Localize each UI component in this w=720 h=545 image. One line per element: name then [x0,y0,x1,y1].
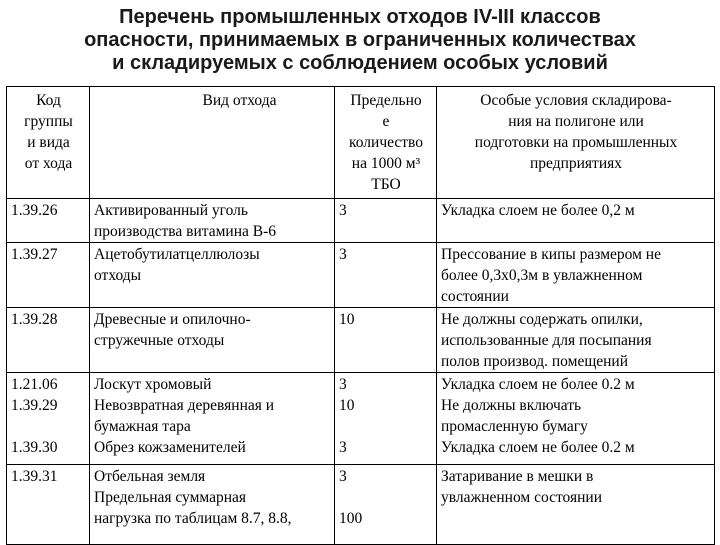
table-row [7,465,715,545]
cell-text: Укладка слоем не более 0,2 м [441,202,635,219]
cell-text: 1.39.29 [11,397,58,414]
cell-text: Невозвратная деревянная и [94,397,275,414]
cell-text: 1.39.30 [11,439,58,456]
header-text: подготовки на промышленных [474,134,678,151]
cell-conditions [437,199,715,243]
cell-type [90,465,335,545]
cell-text [339,487,433,508]
cell-text: Укладка слоем не более 0.2 м [441,439,635,456]
header-text: на 1000 м³ [351,155,421,172]
cell-conditions [437,243,715,308]
header-text: е [382,113,390,130]
cell-code [7,308,90,373]
cell-text: 3 [339,439,347,456]
cell-type [90,243,335,308]
cell-text: 3 [339,246,347,263]
cell-text: 100 [339,510,363,527]
cell-text: состоянии [441,288,509,305]
header-type [90,87,335,199]
cell-conditions [437,373,715,465]
header-text: Вид отхода [202,92,277,109]
header-conditions [437,87,715,199]
cell-text: 1.39.31 [11,468,58,485]
cell-conditions [437,465,715,545]
cell-text: 1.21.06 [11,376,58,393]
cell-code [7,243,90,308]
header-code [7,87,90,199]
cell-text: Не должны содержать опилки, [441,311,643,328]
waste-table [6,86,715,545]
cell-text: Не должны включать [441,397,582,414]
cell-text: использованные для посыпания [441,332,652,349]
cell-text: 3 [339,468,347,485]
cell-text: Отбельная земля [94,468,206,485]
cell-type [90,308,335,373]
table-row [7,308,715,373]
cell-text: 3 [339,376,347,393]
title-line: опасности, принимаемых в ограниченных количествах [84,29,636,51]
cell-limit [335,373,437,465]
cell-limit [335,243,437,308]
cell-text: увлажненном состоянии [441,489,603,506]
cell-text: Лоскут хромовый [94,376,212,393]
header-text: группы [24,113,73,130]
header-text: ТБО [371,176,401,193]
cell-text: производства витамина В-6 [94,223,276,240]
cell-text: 1.39.26 [11,202,58,219]
header-text: Особые условия складирова- [480,92,672,109]
header-text: количество [349,134,423,151]
cell-text: Затаривание в мешки в [441,468,594,485]
header-text: от хода [24,155,73,172]
header-text: ния на полигоне или [508,113,644,130]
cell-text: Предельная суммарная [94,489,247,506]
cell-text: 1.39.27 [11,246,58,263]
header-text: Код [36,92,61,109]
header-text: Предельно [350,92,422,109]
cell-limit [335,199,437,243]
cell-text: Укладка слоем не более 0.2 м [441,376,635,393]
cell-text: 10 [339,397,355,414]
table-row [7,373,715,465]
cell-code [7,465,90,545]
cell-text [339,416,433,437]
cell-text: Ацетобутилатцеллюлозы [94,246,260,263]
cell-text: более 0,3х0,3м в увлажненном [441,267,643,284]
table-row [7,243,715,308]
cell-text: 10 [339,311,355,328]
page-title [0,6,720,75]
cell-type [90,199,335,243]
cell-code [7,199,90,243]
title-line: Перечень промышленных отходов IV-III классов [119,6,601,28]
cell-text: промасленную бумагу [441,418,588,435]
header-text: предприятиях [529,155,623,172]
cell-text: стружечные отходы [94,332,225,349]
cell-text: 1.39.28 [11,311,58,328]
cell-code [7,373,90,465]
cell-text: Древесные и опилочно- [94,311,251,328]
cell-limit [335,465,437,545]
header-row [7,87,715,199]
cell-text: отходы [94,267,142,284]
table-row [7,199,715,243]
cell-limit [335,308,437,373]
cell-text: полов производ. помещений [441,353,629,370]
cell-text: Обрез кожзаменителей [94,439,246,456]
cell-text [11,416,86,437]
cell-text: 3 [339,202,347,219]
header-text: и вида [27,134,70,151]
cell-text: Активированный уголь [94,202,248,219]
cell-text: Прессование в кипы размером не [441,246,661,263]
cell-text: бумажная тара [94,418,191,435]
cell-type [90,373,335,465]
title-line: и складируемых с соблюдением особых условий [112,52,608,74]
cell-conditions [437,308,715,373]
header-limit [335,87,437,199]
cell-text: нагрузка по таблицам 8.7, 8.8, [94,510,292,527]
